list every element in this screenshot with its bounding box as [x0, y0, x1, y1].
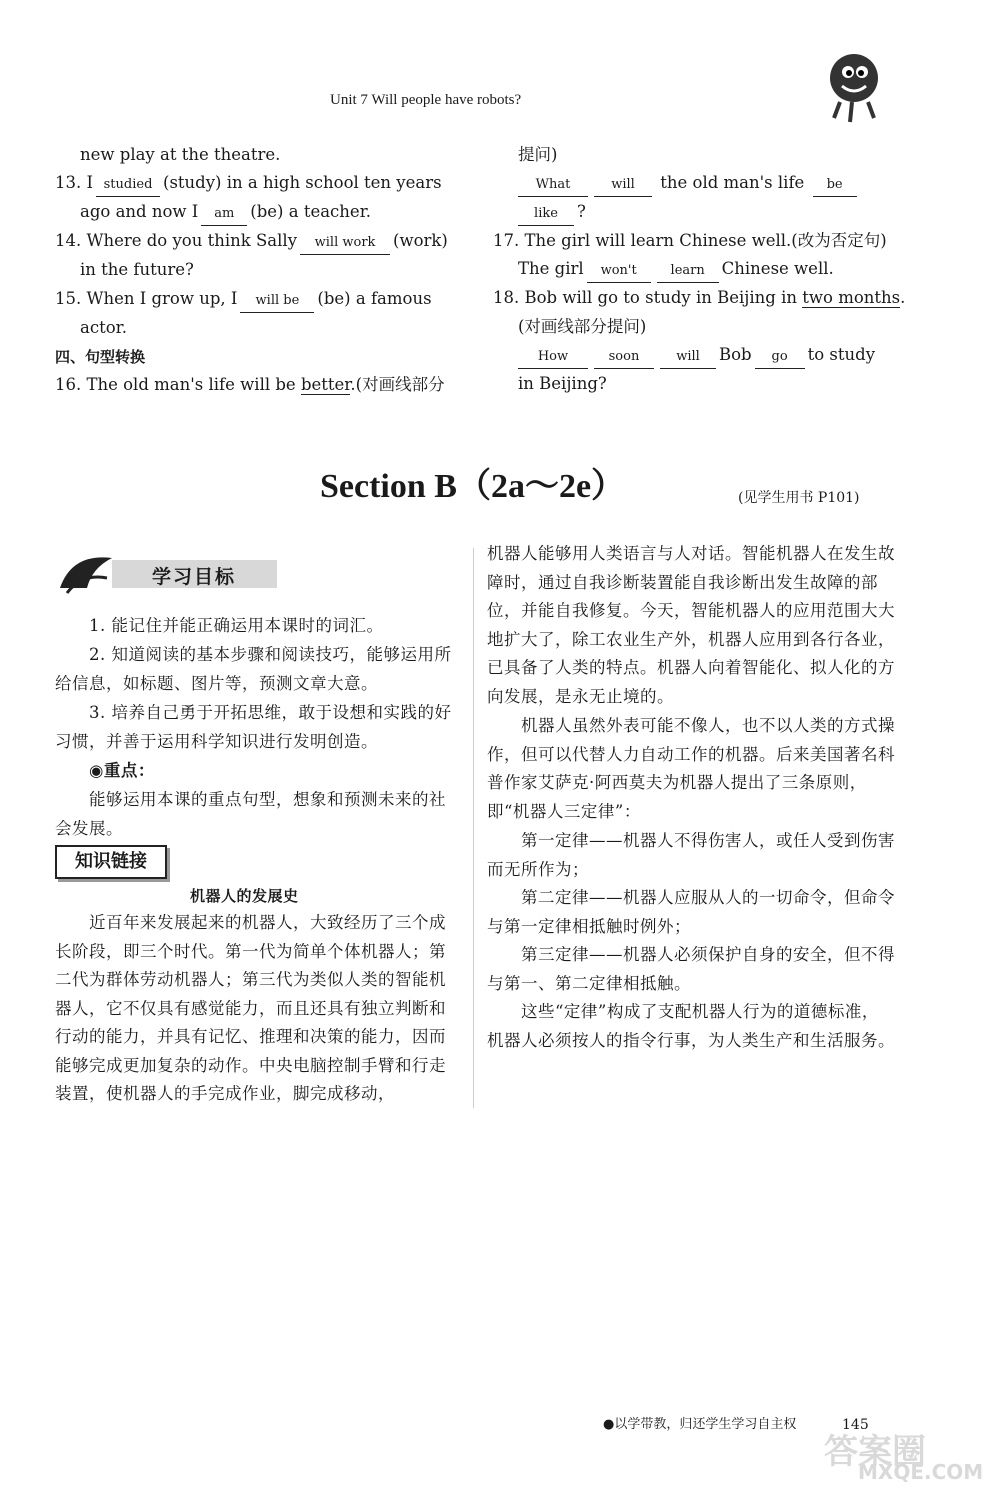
answer-18-cont: in Beijing?: [518, 374, 607, 393]
text-line: new play at the theatre.: [80, 145, 281, 164]
knowledge-link-badge: [55, 845, 167, 879]
watermark-url: MXQE.COM: [858, 1460, 984, 1484]
footer-slogan: ●以学带教，归还学生学习自主权: [603, 1417, 797, 1432]
column-divider: [473, 548, 474, 1108]
question-13: 13. I studied (study) in a high school ten years: [55, 172, 442, 197]
badge-label: 学习目标: [152, 566, 237, 588]
question-14: 14. Where do you think Sally will work (work): [55, 230, 448, 255]
article-paragraph: 近百年来发展起来的机器人，大致经历了三个成长阶段，即三个时代。第一代为简单个体机器人；第二代为群体劳动机器人；第三代为类似人类的智能机器人，它不仅具有感觉能力，而且还具有独立判断和行动的能力，并具有记忆、推理和决策的能力，因而能够完成更加复杂的动作。中央电脑控制手臂和行走装置，使机器人的手完成作业，脚完成移动，: [55, 913, 446, 1103]
watermark-logo: 答案圈: [824, 1432, 926, 1472]
question-15-cont: actor.: [80, 318, 127, 337]
answer-blank: studied: [96, 174, 160, 197]
answer-16-cont: like ?: [518, 201, 586, 226]
article-paragraph: 第一定律——机器人不得伤害人，或任人受到伤害而无所作为；: [487, 831, 895, 879]
article-paragraph: 这些“定律”构成了支配机器人行为的道德标准，机器人必须按人的指令行事，为人类生产和生活服务。: [487, 1002, 895, 1050]
question-18-cont: (对画线部分提问): [518, 317, 647, 336]
question-16: 16. The old man's life will be better.(对画线部分: [55, 375, 445, 394]
underlined-text: two months: [802, 288, 901, 307]
answer-blank: will be: [240, 290, 314, 313]
answer-16: What will the old man's life be: [518, 172, 860, 197]
goal-item: 2. 知道阅读的基本步骤和阅读技巧，能够运用所给信息，如标题、图片等，预测文章大意。: [55, 645, 452, 693]
article-paragraph: 第三定律——机器人必须保护自身的安全，但不得与第一、第二定律相抵触。: [487, 945, 895, 993]
question-13-cont: ago and now I am (be) a teacher.: [80, 201, 371, 226]
key-point-label: ◉重点：: [89, 761, 155, 780]
mascot-logo: [822, 48, 892, 128]
text-line: 提问): [518, 145, 558, 164]
answer-18: How soon will Bob go to study: [518, 344, 875, 369]
goal-item: 1. 能记住并能正确运用本课时的词汇。: [89, 616, 384, 635]
learning-goals-badge: [52, 548, 282, 598]
answer-blank: will work: [300, 232, 390, 255]
section-heading: 四、句型转换: [55, 348, 146, 366]
article-paragraph: 机器人能够用人类语言与人对话。智能机器人在发生故障时，通过自我诊断装置能自我诊断出发生故障的部位，并能自我修复。今天，智能机器人的应用范围大大地扩大了，除工农业生产外，机器人应用到各行各业，已具备了人类的特点。机器人向着智能化、拟人化的方向发展，是永无止境的。: [487, 544, 895, 706]
article-paragraph: 第二定律——机器人应服从人的一切命令，但命令与第一定律相抵触时例外；: [487, 888, 895, 936]
section-reference: (见学生用书 P101): [738, 490, 860, 506]
answer-17: The girl won't learn Chinese well.: [518, 258, 834, 283]
underlined-text: better: [300, 375, 351, 394]
article-title: 机器人的发展史: [190, 887, 299, 905]
running-header: Unit 7 Will people have robots?: [330, 92, 522, 108]
question-14-cont: in the future?: [80, 260, 194, 279]
question-18: 18. Bob will go to study in Beijing in two months.: [493, 288, 906, 307]
section-title: Section B（2a～2e）: [320, 468, 626, 505]
badge-label: 知识链接: [75, 851, 147, 872]
goal-item: 3. 培养自己勇于开拓思维，敢于设想和实践的好习惯，并善于运用科学知识进行发明创造。: [55, 703, 452, 751]
answer-blank: am: [201, 203, 247, 226]
article-paragraph: 机器人虽然外表可能不像人，也不以人类的方式操作，但可以代替人力自动工作的机器。后来美国著名科普作家艾萨克·阿西莫夫为机器人提出了三条原则，即“机器人三定律”：: [487, 716, 895, 821]
question-15: 15. When I grow up, I will be (be) a famous: [55, 288, 432, 313]
page-number: 145: [842, 1417, 869, 1433]
key-point-text: 能够运用本课的重点句型，想象和预测未来的社会发展。: [55, 790, 446, 838]
question-17: 17. The girl will learn Chinese well.(改为否定句): [493, 231, 887, 250]
